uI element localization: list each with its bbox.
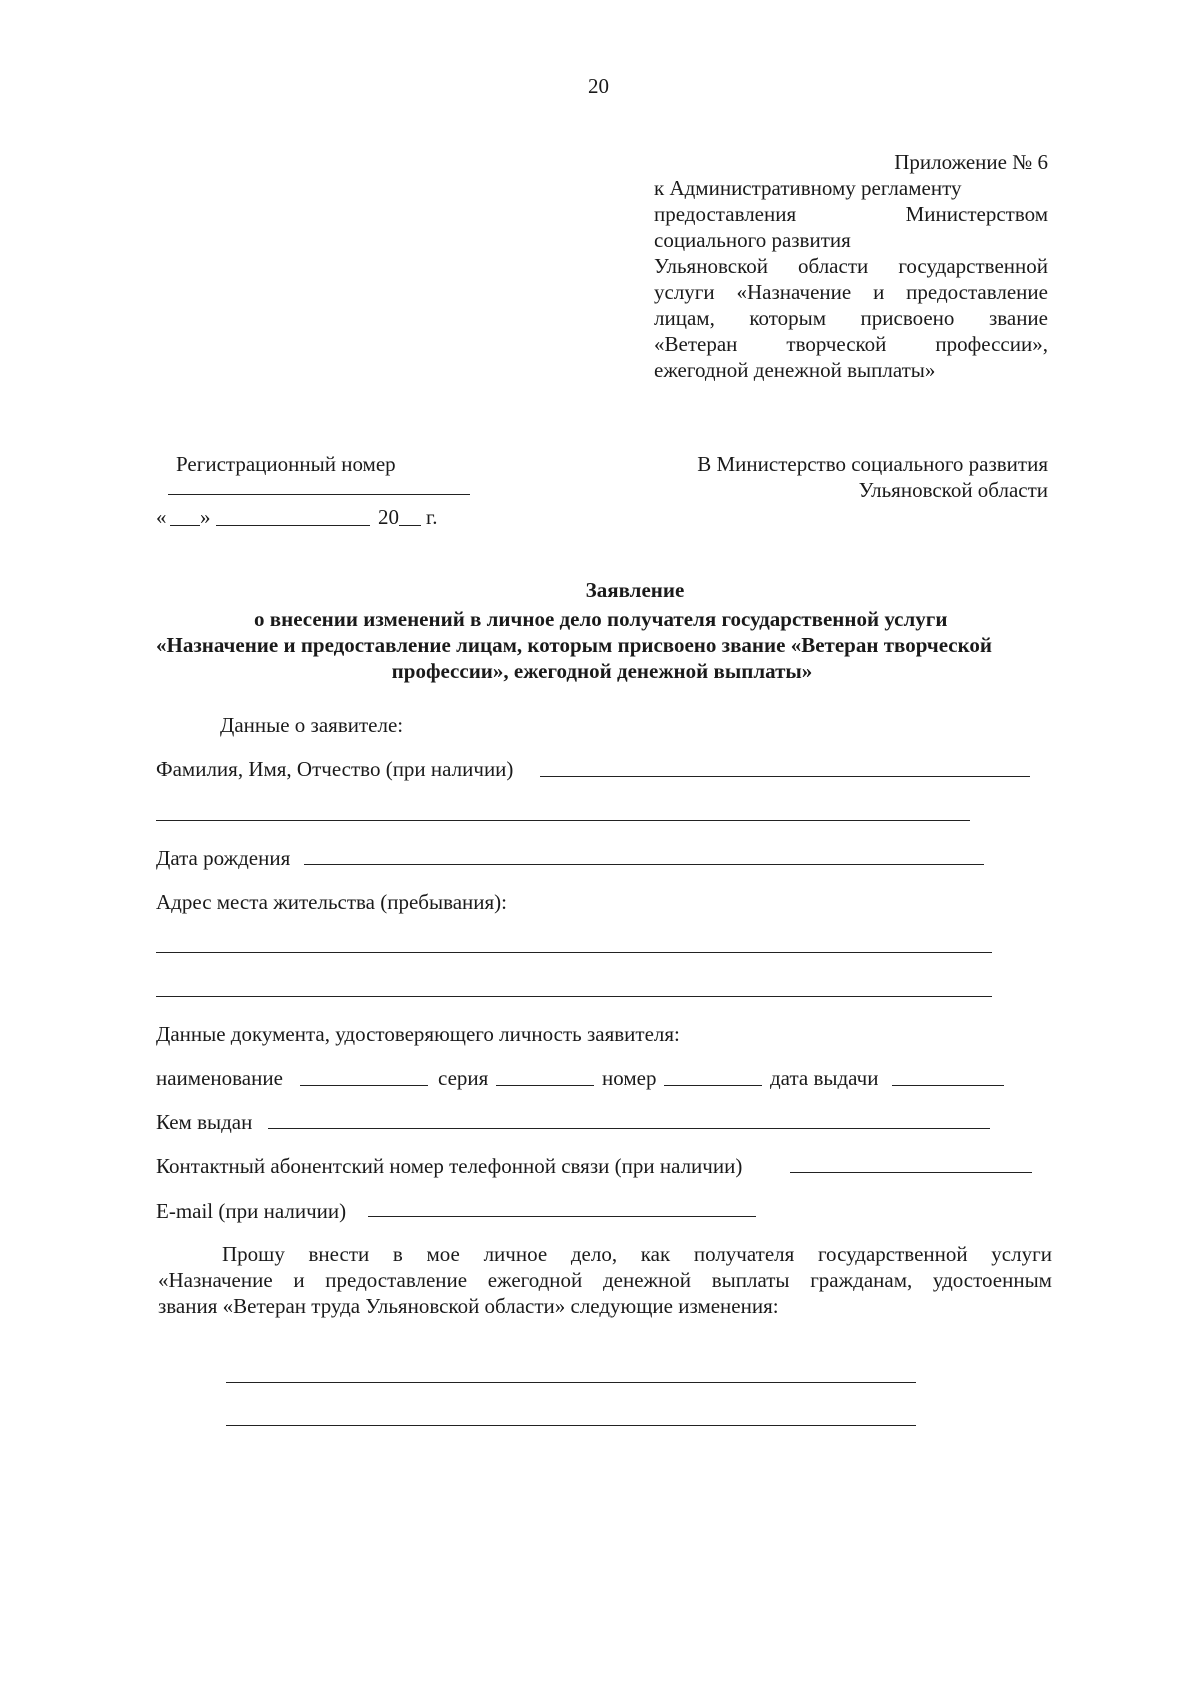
request-line-1-row xyxy=(222,1240,1052,1268)
request-word: мое xyxy=(426,1242,460,1266)
address-label: Адрес места жительства (пребывания): xyxy=(156,890,508,914)
request-word: Прошу xyxy=(222,1242,285,1266)
appendix-line-2: к Административному регламенту xyxy=(654,176,962,200)
phone-field[interactable] xyxy=(790,1172,1032,1173)
appendix-word: и xyxy=(873,280,885,304)
appendix-word: «Ветеран xyxy=(654,332,738,356)
full-name-field-continued[interactable] xyxy=(156,820,970,821)
registration-date-open-quote: « xyxy=(156,505,167,529)
request-word: как xyxy=(640,1242,671,1266)
appendix-line-3 xyxy=(654,200,1048,228)
appendix-word: Министерством xyxy=(905,202,1048,226)
request-paragraph-line-2 xyxy=(158,1266,1052,1294)
request-word: услуги xyxy=(991,1242,1052,1266)
appendix-line-7 xyxy=(654,304,1048,332)
doc-series-field[interactable] xyxy=(496,1085,594,1086)
request-word: гражданам, xyxy=(810,1268,913,1292)
applicant-heading: Данные о заявителе: xyxy=(220,713,404,737)
request-word: денежной xyxy=(602,1268,692,1292)
request-word: удостоенным xyxy=(932,1268,1052,1292)
appendix-word: предоставления xyxy=(654,202,797,226)
registration-year-suffix: г. xyxy=(426,505,438,529)
request-word: выплаты xyxy=(711,1268,790,1292)
doc-series-label: серия xyxy=(438,1066,489,1090)
request-word: и xyxy=(293,1268,305,1292)
appendix-line-3-row xyxy=(654,200,1048,228)
address-field-line-1[interactable] xyxy=(156,952,992,953)
birth-date-field[interactable] xyxy=(304,864,984,865)
registration-number-label: Регистрационный номер xyxy=(176,452,396,476)
doc-name-field[interactable] xyxy=(300,1085,428,1086)
request-word: личное xyxy=(483,1242,548,1266)
appendix-word: которым xyxy=(749,306,827,330)
document-subtitle-line-1: о внесении изменений в личное дело получателя государственной услуги xyxy=(254,607,948,631)
appendix-word: услуги xyxy=(654,280,715,304)
doc-issue-date-field[interactable] xyxy=(892,1085,1004,1086)
email-label: E-mail (при наличии) xyxy=(156,1199,347,1223)
issued-by-field[interactable] xyxy=(268,1128,990,1129)
document-subtitle-line-3: профессии», ежегодной денежной выплаты» xyxy=(391,659,813,683)
full-name-label: Фамилия, Имя, Отчество (при наличии) xyxy=(156,757,514,781)
birth-date-label: Дата рождения xyxy=(156,846,291,870)
appendix-line-5 xyxy=(654,252,1048,280)
appendix-word: «Назначение xyxy=(736,280,852,304)
appendix-word: присвоено xyxy=(860,306,955,330)
appendix-word: творческой xyxy=(786,332,887,356)
request-word: предоставление xyxy=(325,1268,468,1292)
registration-number-field[interactable] xyxy=(168,494,470,495)
request-paragraph-line-1 xyxy=(222,1240,1052,1268)
appendix-word: предоставление xyxy=(906,280,1048,304)
request-word: в xyxy=(392,1242,403,1266)
appendix-word: области xyxy=(798,254,869,278)
doc-issue-date-label: дата выдачи xyxy=(770,1066,879,1090)
appendix-line-5-row xyxy=(654,252,1048,280)
appendix-line-4: социального развития xyxy=(654,228,851,252)
changes-field-line-2[interactable] xyxy=(226,1425,916,1426)
request-word: «Назначение xyxy=(158,1268,273,1292)
registration-year-field[interactable] xyxy=(399,525,421,526)
address-field-line-2[interactable] xyxy=(156,996,992,997)
appendix-line-6-row xyxy=(654,278,1048,306)
document-subtitle-line-2: «Назначение и предоставление лицам, которым присвоено звание «Ветеран творческой xyxy=(156,633,993,657)
appendix-word: звание xyxy=(988,306,1048,330)
doc-number-label: номер xyxy=(602,1066,657,1090)
appendix-word: Ульяновской xyxy=(654,254,768,278)
request-line-2-row xyxy=(158,1266,1052,1294)
doc-number-field[interactable] xyxy=(664,1085,762,1086)
issued-by-label: Кем выдан xyxy=(156,1110,253,1134)
registration-date-close-quote: » xyxy=(200,505,211,529)
phone-label: Контактный абонентский номер телефонной связи (при наличии) xyxy=(156,1154,743,1178)
registration-year-prefix: 20 xyxy=(378,505,399,529)
changes-field-line-1[interactable] xyxy=(226,1382,916,1383)
appendix-line-7-row xyxy=(654,304,1048,332)
email-field[interactable] xyxy=(368,1216,756,1217)
request-word: государственной xyxy=(817,1242,968,1266)
registration-month-field[interactable] xyxy=(216,525,370,526)
appendix-line-6 xyxy=(654,278,1048,306)
appendix-word: профессии», xyxy=(935,332,1048,356)
appendix-word: лицам, xyxy=(654,306,715,330)
addressee-line-1: В Министерство социального развития xyxy=(697,452,1048,476)
document-title: Заявление xyxy=(585,578,685,602)
id-document-heading: Данные документа, удостоверяющего личность заявителя: xyxy=(156,1022,680,1046)
request-word: дело, xyxy=(570,1242,618,1266)
request-word: внести xyxy=(308,1242,370,1266)
appendix-word: государственной xyxy=(898,254,1048,278)
full-name-field[interactable] xyxy=(540,776,1030,777)
appendix-line-9: ежегодной денежной выплаты» xyxy=(654,358,936,382)
doc-name-label: наименование xyxy=(156,1066,283,1090)
appendix-line-8-row xyxy=(654,330,1048,358)
request-word: получателя xyxy=(693,1242,795,1266)
page-number: 20 xyxy=(588,74,609,98)
request-word: ежегодной xyxy=(487,1268,583,1292)
request-paragraph-line-3: звания «Ветеран труда Ульяновской области» следующие изменения: xyxy=(158,1294,779,1318)
addressee-line-2: Ульяновской области xyxy=(858,478,1048,502)
appendix-line-8 xyxy=(654,330,1048,358)
appendix-number: Приложение № 6 xyxy=(894,150,1048,174)
registration-day-field[interactable] xyxy=(170,525,200,526)
